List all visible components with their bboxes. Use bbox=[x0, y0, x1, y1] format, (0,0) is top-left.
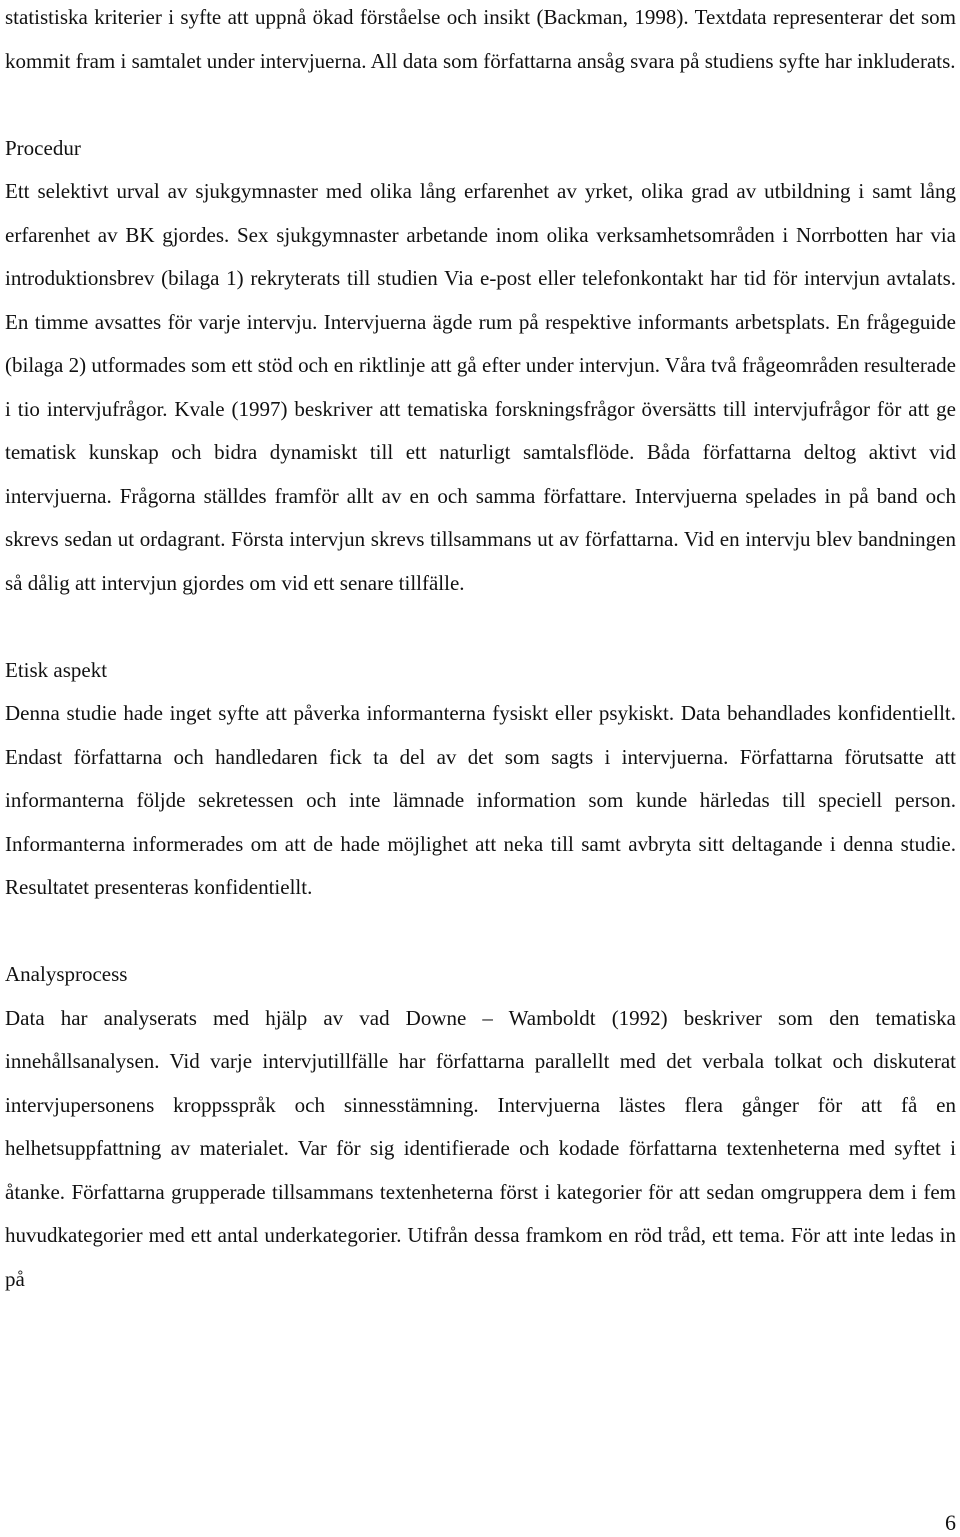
section-heading-etisk-aspekt: Etisk aspekt bbox=[5, 657, 108, 682]
document-page bbox=[5, 0, 956, 1301]
section-text-analysprocess: Data har analyserats med hjälp av vad Downe – Wamboldt (1992) beskriver som den tematiska innehållsanalysen. Vid varje intervjutillfälle har författarna parallellt med det verbala tolkat och diskuterat intervjupersonens kroppsspråk och sinnesstämning. Intervjuerna lästes flera gånger för att få en helhetsuppfattning av materialet. Var för sig identifierade och kodade författarna textenheterna med syftet i åtanke. Författarna grupperade tillsammans textenheterna först i kategorier för att sedan omgruppera dem i fem huvudkategorier med ett antal underkategorier. Utifrån dessa framkom en röd tråd, ett tema. För att inte ledas in på bbox=[5, 1005, 956, 1291]
page-number: 6 bbox=[945, 1510, 956, 1535]
section-gap bbox=[5, 83, 956, 127]
section-gap bbox=[5, 605, 956, 649]
section-heading-analysprocess: Analysprocess bbox=[5, 962, 128, 986]
intro-paragraph: statistiska kriterier i syfte att uppnå ökad förståelse och insikt (Backman, 1998). Textdata representerar det som kommit fram i samtalet under intervjuerna. All data som författarna ansåg svara på studiens syfte har inkluderats. bbox=[5, 5, 956, 73]
section-gap bbox=[5, 910, 956, 954]
section-text-etisk-aspekt: Denna studie hade inget syfte att påverka informanterna fysiskt eller psykiskt. Data behandlades konfidentiellt. Endast författarna och handledaren fick ta del av det som sagts i intervjuerna. Författarna förutsatte att informanterna följde sekretessen och inte lämnade information som kunde härledas till speciell person. Informanterna informerades om att de hade möjlighet att neka till samt avbryta sitt deltagande i denna studie. Resultatet presenteras konfidentiellt. bbox=[5, 701, 956, 899]
section-text-procedur: Ett selektivt urval av sjukgymnaster med olika lång erfarenhet av yrket, olika grad av utbildning i samt lång erfarenhet av BK gjordes. Sex sjukgymnaster arbetande inom olika verksamhetsområden i Norrbotten har via introduktionsbrev (bilaga 1) rekryterats till studien Via e-post eller telefonkontakt har tid för intervjun avtalats. En timme avsattes för varje intervju. Intervjuerna ägde rum på respektive informants arbetsplats. En frågeguide (bilaga 2) utformades som ett stöd och en riktlinje att gå efter under intervjun. Våra två frågeområden resulterade i tio intervjufrågor. Kvale (1997) beskriver att tematiska forskningsfrågor översätts till intervjufrågor för att ge tematisk kunskap och bidra dynamiskt till ett naturligt samtalsflöde. Båda författarna deltog aktivt vid intervjuerna. Frågorna ställdes framför allt av en och samma författare. Intervjuerna spelades in på band och skrevs sedan ut ordagrant. Första intervjun skrevs tillsammans ut av författarna. Vid en intervju blev bandningen så dålig att intervjun gjordes om vid ett senare tillfälle. bbox=[5, 179, 956, 595]
section-heading-procedur: Procedur bbox=[5, 135, 81, 160]
